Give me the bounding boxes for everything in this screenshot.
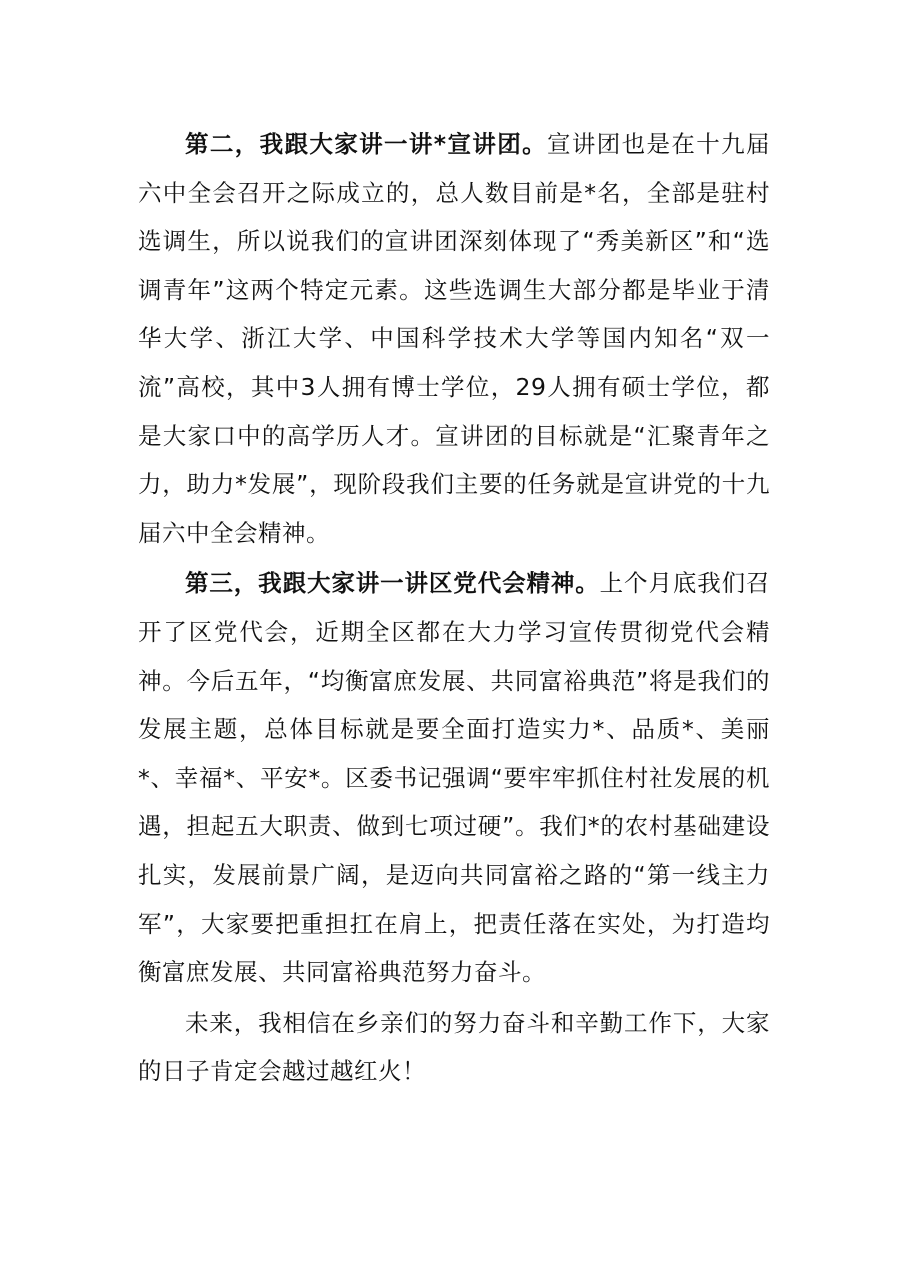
paragraph-body: 未来，我相信在乡亲们的努力奋斗和辛勤工作下，大家的日子肯定会越过越红火！ [138,1008,770,1086]
document-page [138,120,770,1096]
paragraph-body: 宣讲团也是在十九届六中全会召开之际成立的，总人数目前是*名，全部是驻村选调生，所以说我们的宣讲团深刻体现了“秀美新区”和“选调青年”这两个特定元素。这些选调生大部分都是毕业于清华大学、浙江大学、中国科学技术大学等国内知名“双一流”高校，其中3人拥有博士学位，29人拥有硕士学位，都是大家口中的高学历人才。宣讲团的目标就是“汇聚青年之力，助力*发展”，现阶段我们主要的任务就是宣讲党的十九届六中全会精神。 [138,130,770,547]
paragraph-lead: 第三，我跟大家讲一讲区党代会精神。 [185,569,600,598]
paragraph-body: 上个月底我们召开了区党代会，近期全区都在大力学习宣传贯彻党代会精神。今后五年，“均衡富庶发展、共同富裕典范”将是我们的发展主题，总体目标就是要全面打造实力*、品质*、美丽*、幸福*、平安*。区委书记强调“要牢牢抓住村社发展的机遇，担起五大职责、做到七项过硬”。我们*的农村基础建设扎实，发展前景广阔，是迈向共同富裕之路的“第一线主力军”，大家要把重担扛在肩上，把责任落在实处，为打造均衡富庶发展、共同富裕典范努力奋斗。 [138,569,771,987]
paragraph-propaganda-team [138,120,770,557]
paragraph-party-congress [138,559,770,996]
paragraph-closing [138,999,770,1096]
paragraph-lead: 第二，我跟大家讲一讲*宣讲团。 [185,130,547,158]
